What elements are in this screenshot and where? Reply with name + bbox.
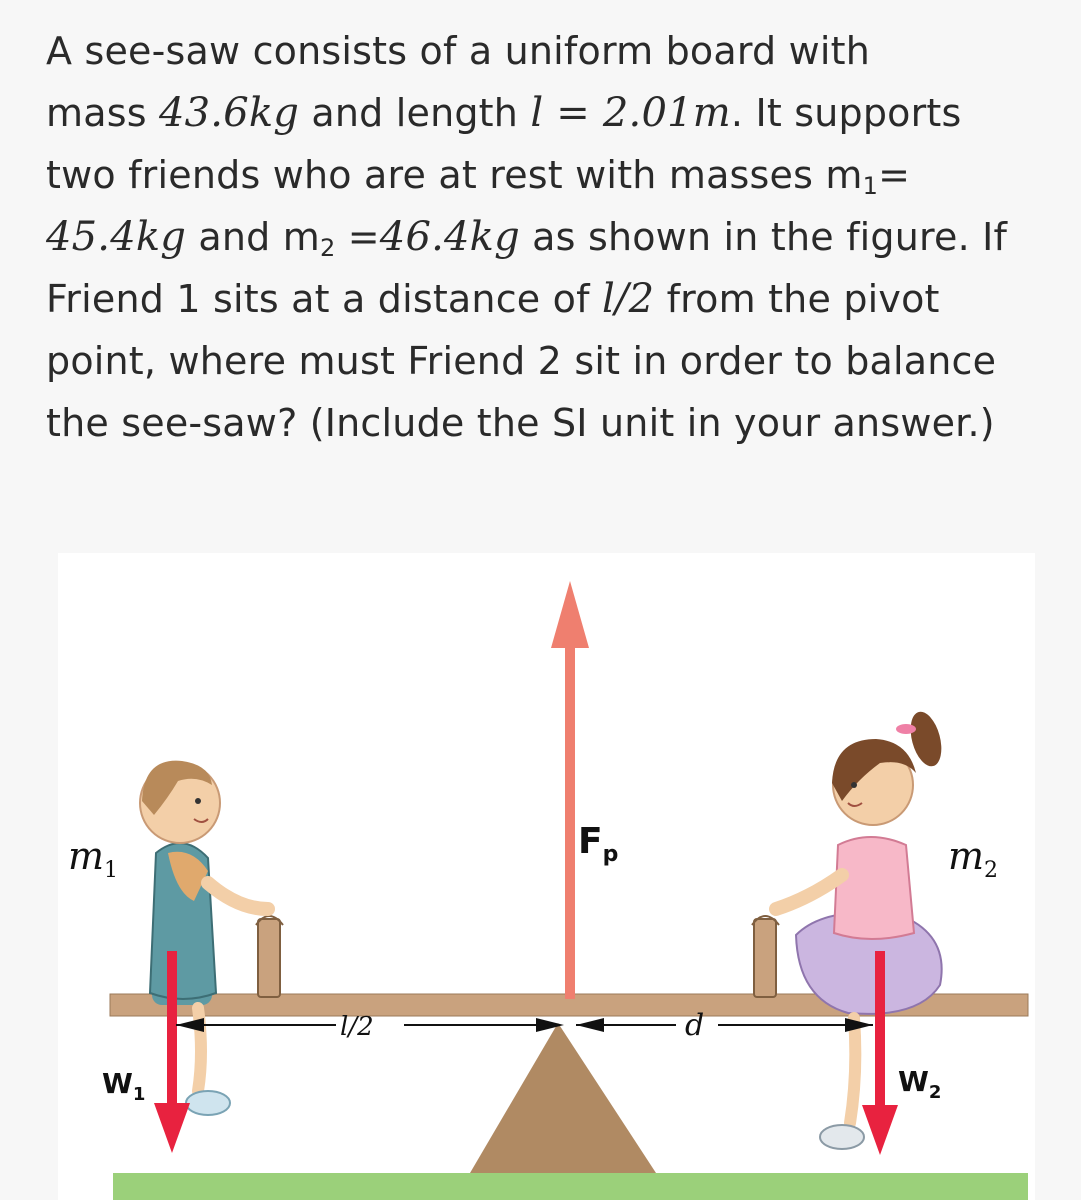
fulcrum: [470, 1023, 656, 1173]
distance-fraction: l/2: [601, 276, 655, 322]
ground: [113, 1173, 1028, 1200]
right-handle: [752, 916, 779, 997]
mass-1-value: 45.4kg: [46, 214, 187, 260]
boy-friend-1: [140, 761, 268, 1115]
problem-line-7: [46, 392, 1056, 454]
problem-text: as shown in the figure. If: [519, 215, 1008, 259]
problem-text: =: [335, 215, 380, 259]
problem-text: . It supports: [730, 91, 962, 135]
mass-2-value: 46.4kg: [379, 214, 520, 260]
half-l-label: l/2: [340, 1012, 374, 1042]
board-length-value: l = 2.01m: [530, 90, 731, 136]
w1-label: $W_1$: [102, 1067, 146, 1105]
problem-statement: [46, 20, 1056, 454]
problem-text: and m: [186, 215, 320, 259]
problem-text: point, where must Friend 2 sit in order to balance: [46, 339, 997, 383]
problem-text: A see-saw consists of a uniform board with: [46, 29, 871, 73]
problem-text: and length: [299, 91, 531, 135]
dimension-d: [576, 1018, 873, 1032]
subscript: 2: [319, 234, 336, 262]
seesaw-diagram: [58, 553, 1035, 1200]
problem-line-6: [46, 330, 1056, 392]
problem-text: mass: [46, 91, 159, 135]
board-mass-value: 43.6kg: [158, 90, 300, 136]
problem-line-1: [46, 20, 1056, 82]
problem-text: the see-saw? (Include the SI unit in your answer.): [46, 401, 995, 445]
left-handle: [256, 916, 283, 997]
problem-text: from the pivot: [654, 277, 940, 321]
m2-label: $m_2$: [948, 834, 999, 883]
problem-line-2: [46, 82, 1056, 144]
w2-label: $W_2$: [898, 1065, 942, 1103]
problem-line-3: [46, 144, 1056, 206]
problem-text: =: [878, 153, 911, 197]
m1-label: $m_1$: [68, 834, 119, 883]
problem-text: two friends who are at rest with masses m: [46, 153, 863, 197]
fp-arrow: [551, 581, 589, 999]
problem-line-5: [46, 268, 1056, 330]
problem-line-4: [46, 206, 1056, 268]
seesaw-figure: [58, 553, 1035, 1200]
d-label: d: [685, 1008, 705, 1043]
fp-label: $F_p$: [578, 821, 619, 867]
subscript: 1: [862, 172, 879, 200]
problem-text: Friend 1 sits at a distance of: [46, 277, 602, 321]
